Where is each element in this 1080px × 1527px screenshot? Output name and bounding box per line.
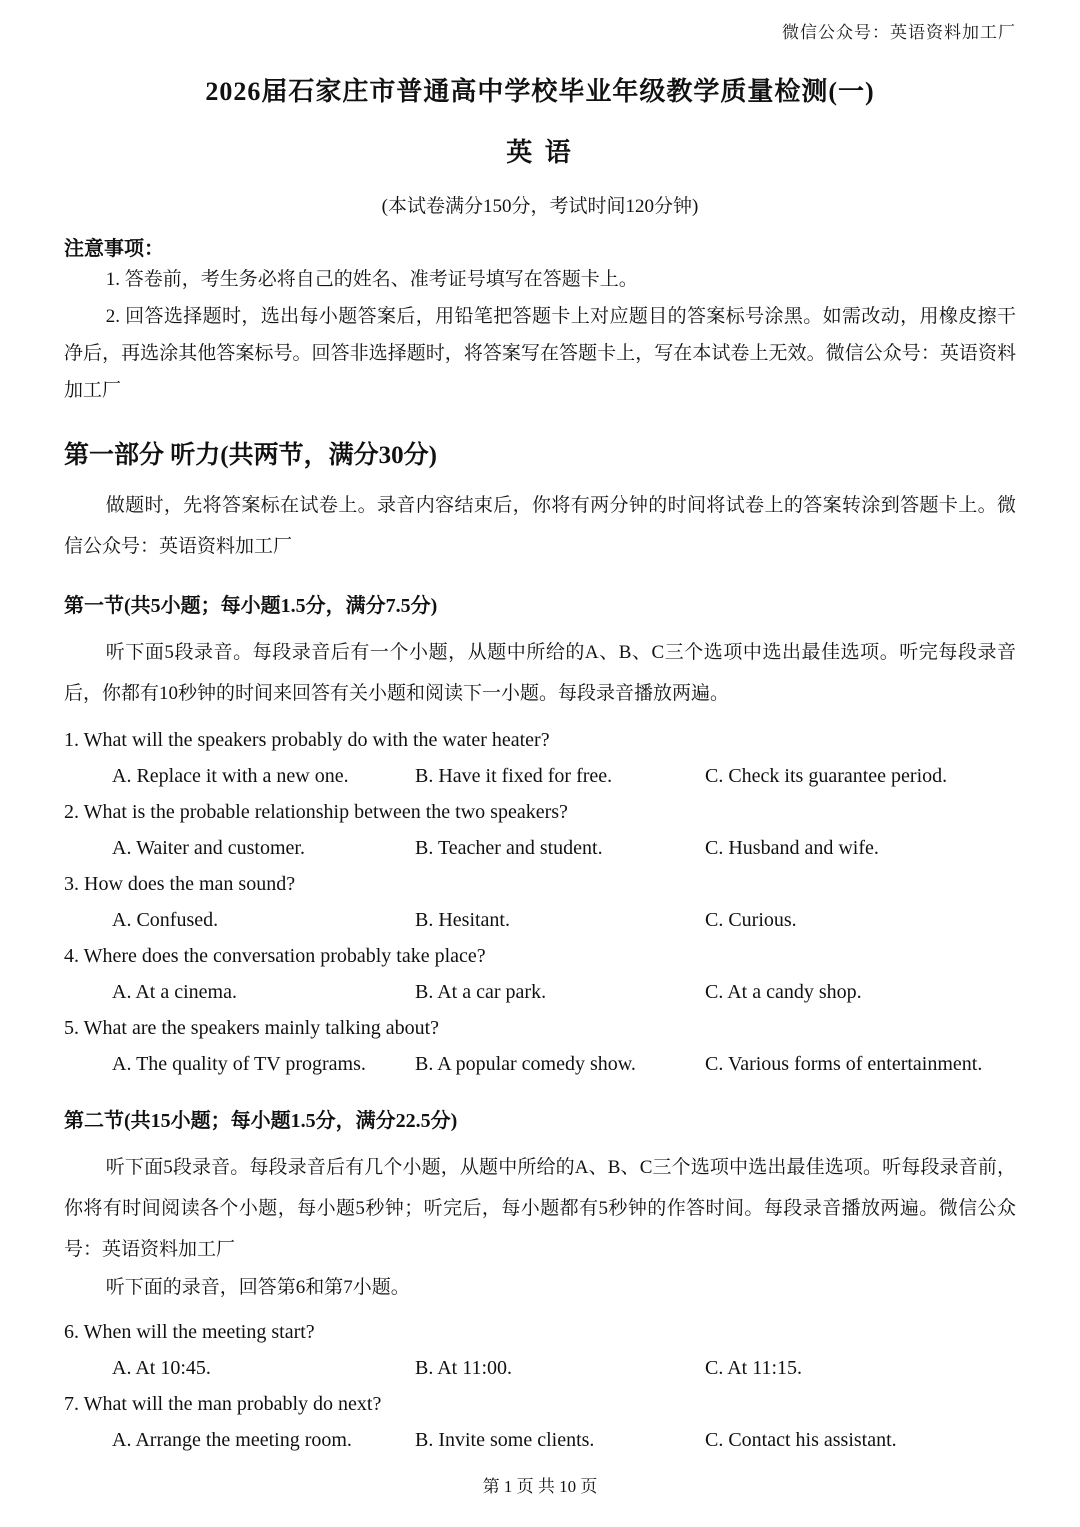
option-a: A. At 10:45.: [112, 1357, 211, 1379]
page-title: 2026届石家庄市普通高中学校毕业年级教学质量检测(一): [205, 77, 875, 106]
option-a: A. At a cinema.: [112, 981, 237, 1003]
question-text: 2. What is the probable relationship between the two speakers?: [64, 801, 568, 823]
option-b: B. Teacher and student.: [415, 837, 603, 859]
question-4: [64, 938, 1016, 1010]
option-c: C. Various forms of entertainment.: [705, 1053, 983, 1075]
option-b: B. Invite some clients.: [415, 1429, 595, 1451]
section2-lead: 听下面的录音，回答第6和第7小题。: [105, 1277, 410, 1298]
option-c: C. Curious.: [705, 909, 797, 931]
option-b: B. Have it fixed for free.: [415, 765, 613, 787]
option-a: A. The quality of TV programs.: [112, 1053, 366, 1075]
option-c: C. Husband and wife.: [705, 837, 879, 859]
section1-questions: [64, 722, 1016, 1082]
question-options: [112, 758, 1016, 794]
paper-info: (本试卷满分150分，考试时间120分钟): [381, 196, 699, 217]
section2-intro: 听下面5段录音。每段录音后有几个小题，从题中所给的A、B、C三个选项中选出最佳选项。听每段录音前，你将有时间阅读各个小题，每小题5秒钟；听完后，每小题都有5秒钟的作答时间。每段录音播放两遍。微信公众号：英语资料加工厂: [64, 1157, 1016, 1260]
question-options: [112, 1350, 1016, 1386]
part1-heading: 第一部分 听力(共两节，满分30分): [64, 442, 437, 469]
question-6: [64, 1314, 1016, 1386]
option-a: A. Waiter and customer.: [112, 837, 305, 859]
section1-intro: 听下面5段录音。每段录音后有一个小题，从题中所给的A、B、C三个选项中选出最佳选项。听完每段录音后，你都有10秒钟的时间来回答有关小题和阅读下一小题。每段录音播放两遍。: [64, 642, 1016, 704]
option-c: C. Check its guarantee period.: [705, 765, 948, 787]
question-options: [112, 974, 1016, 1010]
option-b: B. At a car park.: [415, 981, 547, 1003]
option-a: A. Confused.: [112, 909, 219, 931]
question-text: 6. When will the meeting start?: [64, 1321, 315, 1343]
question-5: [64, 1010, 1016, 1082]
option-c: C. At a candy shop.: [705, 981, 862, 1003]
section2-heading: 第二节(共15小题；每小题1.5分，满分22.5分): [64, 1110, 458, 1132]
question-1: [64, 722, 1016, 794]
watermark-text: 微信公众号：英语资料加工厂: [782, 23, 1016, 42]
question-2: [64, 794, 1016, 866]
notice-item-1: 1. 答卷前，考生务必将自己的姓名、准考证号填写在答题卡上。: [105, 269, 638, 290]
question-options: [112, 1422, 1016, 1458]
question-text: 3. How does the man sound?: [64, 873, 296, 895]
notice-item-2: 2. 回答选择题时，选出每小题答案后，用铅笔把答题卡上对应题目的答案标号涂黑。如需改动，用橡皮擦干净后，再选涂其他答案标号。回答非选择题时，将答案写在答题卡上，写在本试卷上无效。微信公众号：英语资料加工厂: [64, 306, 1016, 401]
question-text: 1. What will the speakers probably do with the water heater?: [64, 729, 550, 751]
option-a: A. Replace it with a new one.: [112, 765, 349, 787]
question-text: 4. Where does the conversation probably take place?: [64, 945, 486, 967]
question-options: [112, 830, 1016, 866]
part1-intro: 做题时，先将答案标在试卷上。录音内容结束后，你将有两分钟的时间将试卷上的答案转涂到答题卡上。微信公众号：英语资料加工厂: [64, 495, 1016, 557]
question-options: [112, 902, 1016, 938]
option-b: B. At 11:00.: [415, 1357, 513, 1379]
option-b: B. Hesitant.: [415, 909, 510, 931]
notice-heading: 注意事项：: [64, 238, 164, 260]
option-c: C. Contact his assistant.: [705, 1429, 897, 1451]
option-c: C. At 11:15.: [705, 1357, 803, 1379]
subject-title: 英 语: [506, 138, 574, 167]
section1-heading: 第一节(共5小题；每小题1.5分，满分7.5分): [64, 595, 438, 617]
page-footer: 第 1 页 共 10 页: [482, 1477, 598, 1496]
question-7: [64, 1386, 1016, 1458]
question-text: 7. What will the man probably do next?: [64, 1393, 382, 1415]
question-options: [112, 1046, 1016, 1082]
question-text: 5. What are the speakers mainly talking about?: [64, 1017, 440, 1039]
option-b: B. A popular comedy show.: [415, 1053, 636, 1075]
option-a: A. Arrange the meeting room.: [112, 1429, 352, 1451]
section2-questions: [64, 1314, 1016, 1458]
question-3: [64, 866, 1016, 938]
